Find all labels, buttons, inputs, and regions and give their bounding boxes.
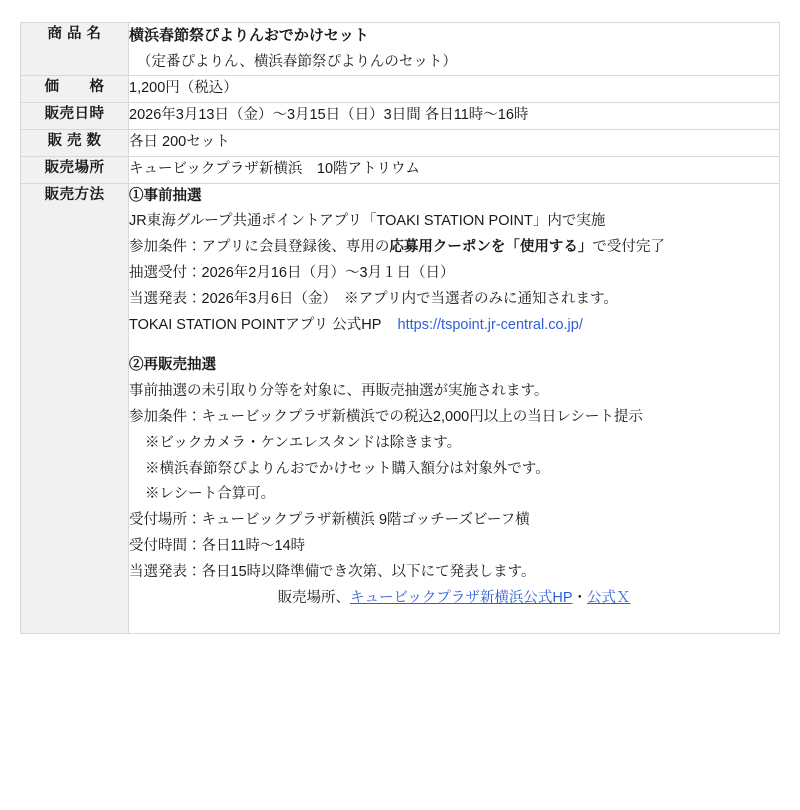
method-line-12: 受付時間：各日11時〜14時 <box>129 538 306 555</box>
method-line-8: ※ビックカメラ・ケンエレスタンドは除きます。 <box>145 434 462 451</box>
table-row-sale-method <box>21 183 780 634</box>
method-line-7: 参加条件：キュービックプラザ新横浜での税込2,000円以上の当日レシート提示 <box>129 409 643 426</box>
table-row-sale-quantity <box>21 130 780 157</box>
row-value-sale-method <box>129 183 780 634</box>
method-line-5-pre: TOKAI STATION POINTアプリ 公式HP <box>129 316 382 333</box>
row-value-product-name <box>129 23 780 76</box>
method-line-2-post: で受付完了 <box>592 239 665 256</box>
row-label-product-name: 商 品 名 <box>21 23 129 76</box>
product-name-main: 横浜春節祭ぴよりんおでかけセット <box>129 27 369 44</box>
method-line-3: 抽選受付：2026年2月16日（月）〜3月１日（日） <box>129 265 455 282</box>
product-name-sub: （定番ぴよりん、横浜春節祭ぴよりんのセット） <box>137 53 457 70</box>
tspoint-official-hp-link[interactable]: https://tspoint.jr-central.co.jp/ <box>397 316 583 333</box>
method-line-13: 当選発表：各日15時以降準備でき次第、以下にて発表します。 <box>129 563 536 580</box>
table-row-sale-place <box>21 156 780 183</box>
method-line-1: JR東海グループ共通ポイントアプリ「TOAKI STATION POINT」内で実施 <box>129 213 606 230</box>
table-row-sale-datetime <box>21 103 780 130</box>
method-section2-title: ②再販売抽選 <box>129 357 216 374</box>
row-label-sale-datetime: 販売日時 <box>21 103 129 130</box>
table-row-price <box>21 76 780 103</box>
method-line-10: ※レシート合算可。 <box>145 486 276 503</box>
official-x-link[interactable]: 公式Ｘ <box>587 589 631 606</box>
method-line-14-mid: ・ <box>572 589 588 606</box>
row-value-sale-datetime: 2026年3月13日（金）〜3月15日（日）3日間 各日11時〜16時 <box>129 103 780 130</box>
method-line-4: 当選発表：2026年3月6日（金） ※アプリ内で当選者のみに通知されます。 <box>129 290 618 307</box>
method-line-14 <box>129 586 779 612</box>
row-label-sale-place: 販売場所 <box>21 156 129 183</box>
row-value-sale-quantity: 各日 200セット <box>129 130 780 157</box>
method-line-9: ※横浜春節祭ぴよりんおでかけセット購入額分は対象外です。 <box>145 460 550 477</box>
row-label-price: 価 格 <box>21 76 129 103</box>
row-label-sale-quantity: 販 売 数 <box>21 130 129 157</box>
method-spacer <box>129 338 779 353</box>
product-spec-table <box>20 22 780 634</box>
row-value-price: 1,200円（税込） <box>129 76 780 103</box>
table-row-product-name <box>21 23 780 76</box>
method-line-14-pre: 販売場所、 <box>277 589 350 606</box>
method-line-11: 受付場所：キュービックプラザ新横浜 9階ゴッチーズビーフ横 <box>129 512 530 529</box>
method-line-2-strong: 応募用クーポンを「使用する」 <box>389 239 593 256</box>
method-section1-title: ①事前抽選 <box>129 187 202 204</box>
method-line-2-pre: 参加条件：アプリに会員登録後、専用の <box>129 239 390 256</box>
method-line-5 <box>129 313 779 339</box>
cubic-plaza-official-hp-link[interactable]: キュービックプラザ新横浜公式HP <box>349 589 573 606</box>
method-line-6: 事前抽選の未引取り分等を対象に、再販売抽選が実施されます。 <box>129 383 549 400</box>
row-label-sale-method: 販売方法 <box>21 183 129 634</box>
method-line-2 <box>129 235 779 261</box>
row-value-sale-place: キュービックプラザ新横浜 10階アトリウム <box>129 156 780 183</box>
